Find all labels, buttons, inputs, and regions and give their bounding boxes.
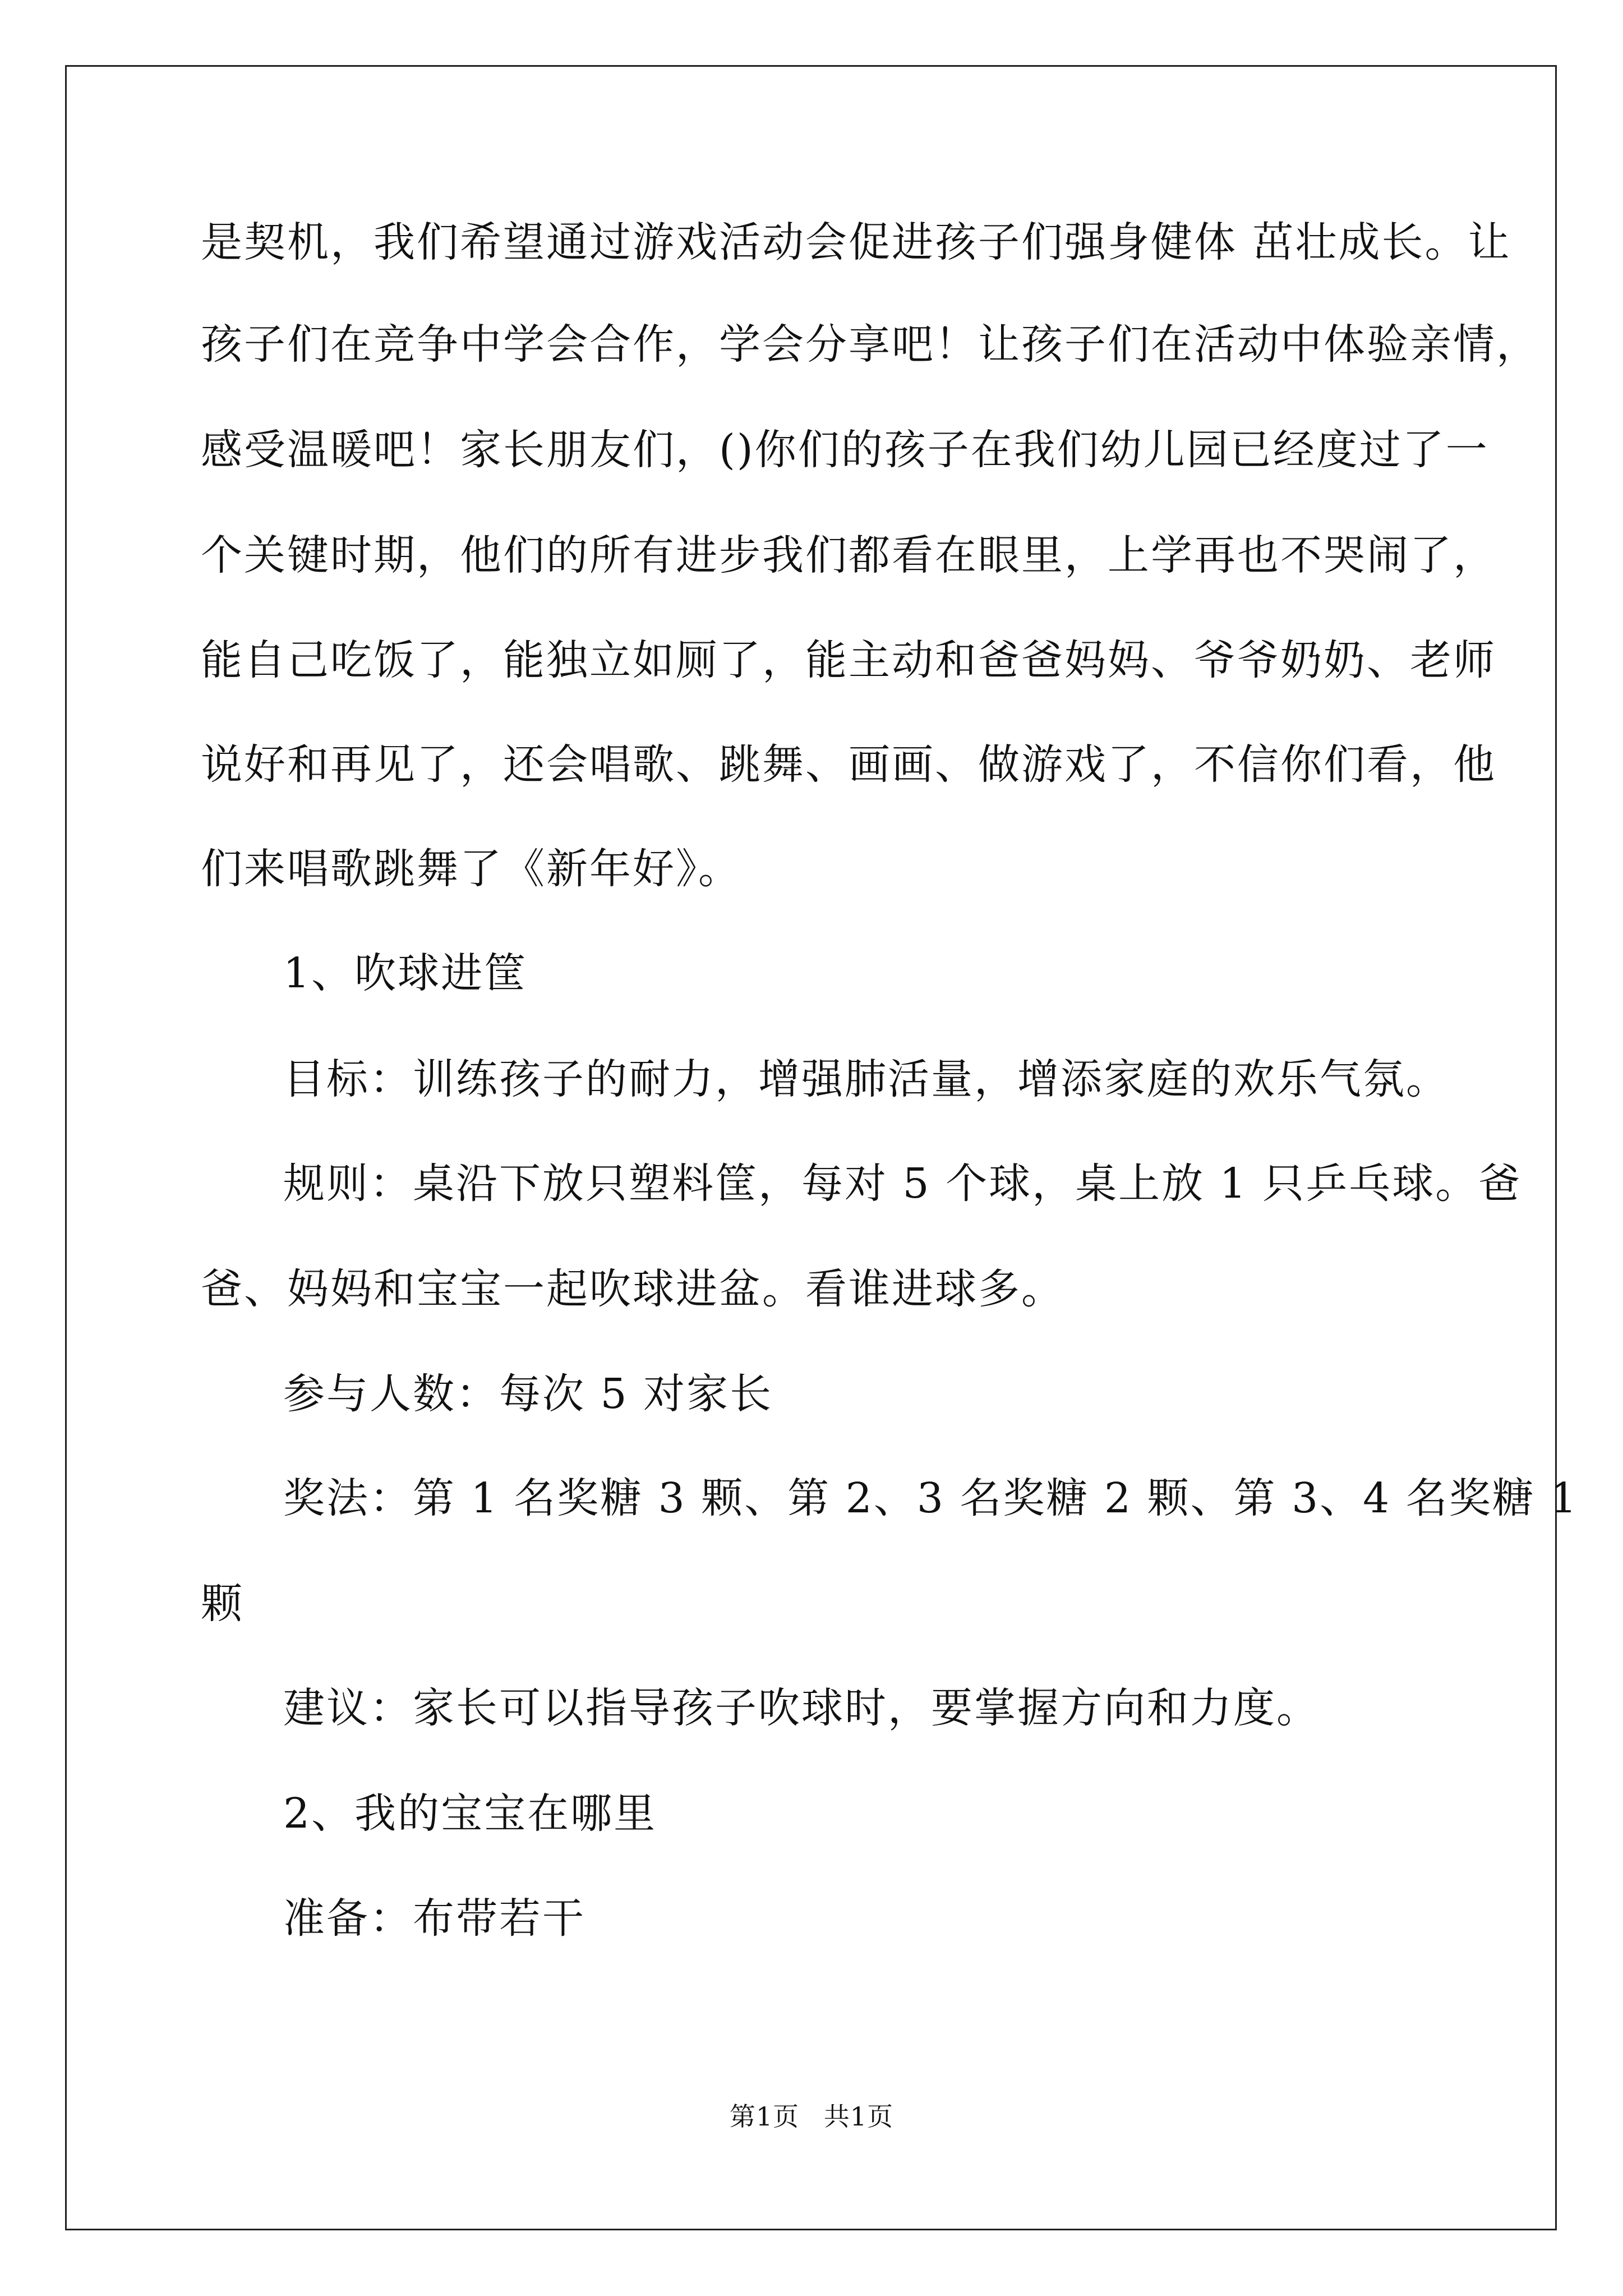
participants-line: 参与人数：每次 5 对家长 bbox=[283, 1370, 773, 1418]
suggestion-line: 建议：家长可以指导孩子吹球时，要掌握方向和力度。 bbox=[283, 1684, 1320, 1732]
paragraph-line: 们来唱歌跳舞了《新年好》。 bbox=[201, 845, 741, 893]
section-heading-2: 2、我的宝宝在哪里 bbox=[283, 1789, 657, 1838]
paragraph-line: 能自己吃饭了，能独立如厕了，能主动和爸爸妈妈、爷爷奶奶、老师 bbox=[201, 636, 1496, 684]
paragraph-line: 个关键时期，他们的所有进步我们都看在眼里，上学再也不哭闹了， bbox=[201, 531, 1496, 579]
rewards-line: 奖法：第 1 名奖糖 3 颗、第 2、3 名奖糖 2 颗、第 3、4 名奖糖 1 bbox=[283, 1474, 1579, 1522]
page-number: 第1页 bbox=[729, 2101, 800, 2132]
paragraph-line: 孩子们在竞争中学会合作，学会分享吧！让孩子们在活动中体验亲情， bbox=[201, 320, 1539, 369]
page-footer bbox=[0, 2101, 1623, 2132]
preparation-line: 准备：布带若干 bbox=[283, 1894, 585, 1943]
rewards-line-cont: 颗 bbox=[201, 1580, 244, 1628]
rules-line-cont: 爸、妈妈和宝宝一起吹球进盆。看谁进球多。 bbox=[201, 1265, 1064, 1313]
paragraph-line: 感受温暖吧！家长朋友们，()你们的孩子在我们幼儿园已经度过了一 bbox=[201, 426, 1489, 474]
goal-line: 目标：训练孩子的耐力，增强肺活量，增添家庭的欢乐气氛。 bbox=[283, 1055, 1449, 1103]
page-total: 共1页 bbox=[823, 2101, 894, 2132]
section-heading-1: 1、吹球进筐 bbox=[283, 949, 528, 997]
paragraph-line: 说好和再见了，还会唱歌、跳舞、画画、做游戏了，不信你们看，他 bbox=[201, 740, 1496, 789]
paragraph-line: 是契机，我们希望通过游戏活动会促进孩子们强身健体 茁壮成长。让 bbox=[201, 218, 1511, 266]
rules-line: 规则：桌沿下放只塑料筐，每对 5 个球，桌上放 1 只乒乓球。爸 bbox=[283, 1159, 1522, 1208]
